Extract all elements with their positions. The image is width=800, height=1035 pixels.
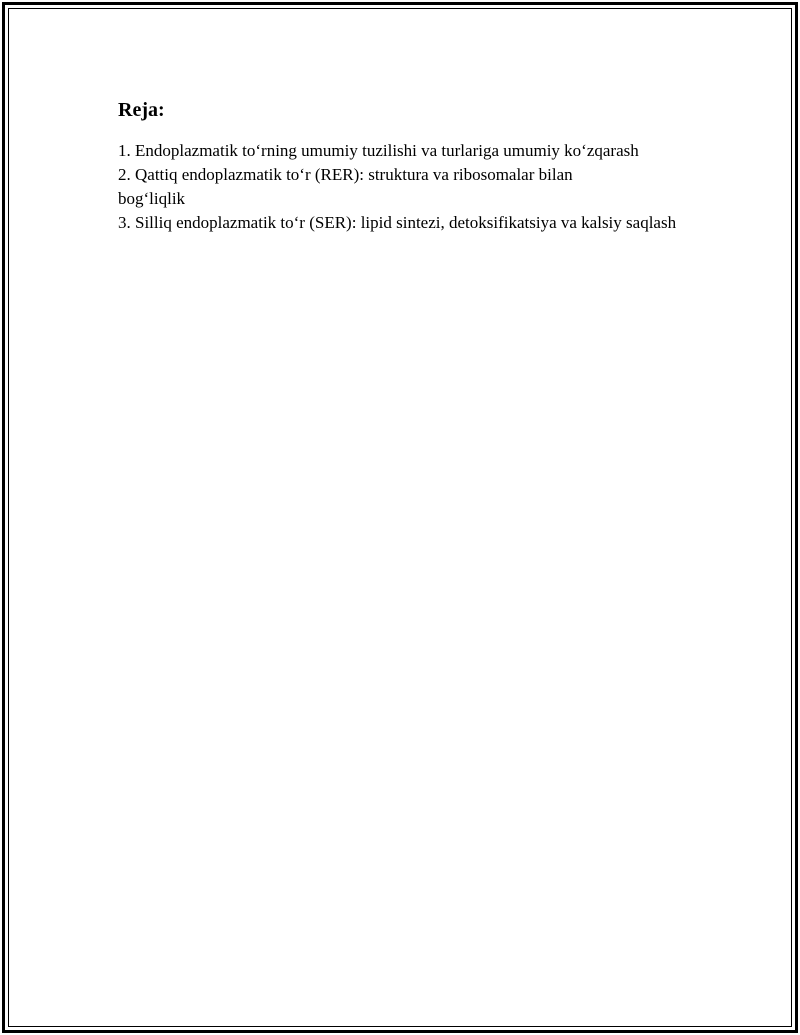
document-content [118, 97, 698, 235]
plan-item-2 [118, 163, 618, 211]
plan-heading: Reja: [118, 99, 165, 121]
plan-item-text: 3. Silliq endoplazmatik to‘r (SER): lipid sintezi, detoksifikatsiya va kalsiy saqlash [118, 213, 677, 232]
page-border-frame [2, 2, 798, 1033]
plan-item-3 [118, 211, 678, 235]
plan-item-text: 1. Endoplazmatik to‘rning umumiy tuzilishi va turlariga umumiy ko‘zqarash [118, 141, 639, 160]
plan-item-text: 2. Qattiq endoplazmatik to‘r (RER): struktura va ribosomalar bilan bog‘liqlik [118, 165, 573, 208]
plan-list [118, 139, 698, 235]
plan-item-1 [118, 139, 698, 163]
